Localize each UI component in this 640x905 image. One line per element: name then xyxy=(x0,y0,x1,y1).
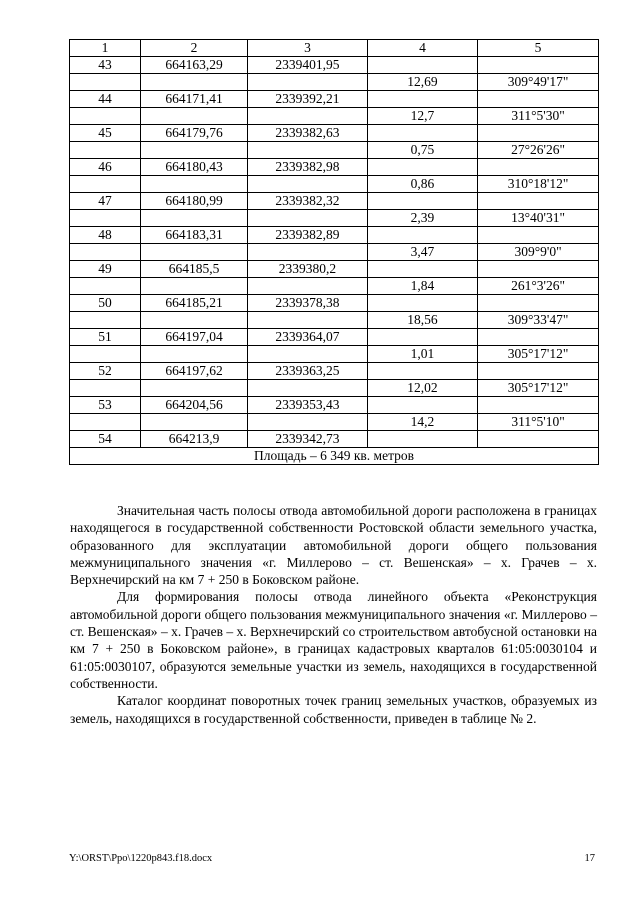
point-number: 49 xyxy=(70,261,141,278)
x-coordinate xyxy=(141,278,248,295)
y-coordinate: 2339378,38 xyxy=(248,295,368,312)
table-row-point xyxy=(70,431,599,448)
table-row-point xyxy=(70,397,599,414)
point-number xyxy=(70,108,141,125)
x-coordinate: 664185,21 xyxy=(141,295,248,312)
table-row-segment xyxy=(70,278,599,295)
angle-cell: 305°17'12" xyxy=(478,380,599,397)
angle-cell xyxy=(478,57,599,74)
table-row-segment xyxy=(70,176,599,193)
point-number xyxy=(70,210,141,227)
table-row-point xyxy=(70,329,599,346)
table-row-point xyxy=(70,91,599,108)
length-cell: 18,56 xyxy=(367,312,477,329)
table-row-segment xyxy=(70,312,599,329)
x-coordinate: 664171,41 xyxy=(141,91,248,108)
point-number: 45 xyxy=(70,125,141,142)
length-cell: 2,39 xyxy=(367,210,477,227)
footer-file-path: Y:\ORST\Рро\1220p843.f18.docx xyxy=(69,853,213,864)
point-number xyxy=(70,244,141,261)
x-coordinate xyxy=(141,414,248,431)
x-coordinate xyxy=(141,108,248,125)
x-coordinate xyxy=(141,312,248,329)
x-coordinate: 664204,56 xyxy=(141,397,248,414)
x-coordinate xyxy=(141,142,248,159)
table-row-point xyxy=(70,227,599,244)
point-number xyxy=(70,74,141,91)
angle-cell: 309°33'47" xyxy=(478,312,599,329)
length-cell: 14,2 xyxy=(367,414,477,431)
x-coordinate xyxy=(141,346,248,363)
footer-page-number: 17 xyxy=(584,853,595,864)
angle-cell: 261°3'26" xyxy=(478,278,599,295)
y-coordinate: 2339353,43 xyxy=(248,397,368,414)
y-coordinate xyxy=(248,244,368,261)
point-number: 48 xyxy=(70,227,141,244)
y-coordinate xyxy=(248,278,368,295)
x-coordinate xyxy=(141,74,248,91)
angle-cell xyxy=(478,397,599,414)
table-row-segment xyxy=(70,414,599,431)
x-coordinate: 664213,9 xyxy=(141,431,248,448)
table-row-segment xyxy=(70,210,599,227)
length-cell: 0,86 xyxy=(367,176,477,193)
header-y: 3 xyxy=(248,40,368,57)
angle-cell xyxy=(478,295,599,312)
y-coordinate: 2339382,89 xyxy=(248,227,368,244)
table-row-segment xyxy=(70,142,599,159)
table-row-point xyxy=(70,193,599,210)
y-coordinate: 2339380,2 xyxy=(248,261,368,278)
angle-cell xyxy=(478,363,599,380)
angle-cell xyxy=(478,261,599,278)
area-total: Площадь – 6 349 кв. метров xyxy=(70,448,599,465)
length-cell: 1,01 xyxy=(367,346,477,363)
length-cell xyxy=(367,261,477,278)
angle-cell: 309°9'0" xyxy=(478,244,599,261)
coordinates-table xyxy=(69,39,599,465)
length-cell xyxy=(367,295,477,312)
y-coordinate xyxy=(248,142,368,159)
point-number: 52 xyxy=(70,363,141,380)
length-cell: 12,02 xyxy=(367,380,477,397)
angle-cell: 305°17'12" xyxy=(478,346,599,363)
angle-cell: 310°18'12" xyxy=(478,176,599,193)
point-number: 54 xyxy=(70,431,141,448)
length-cell: 3,47 xyxy=(367,244,477,261)
length-cell: 12,69 xyxy=(367,74,477,91)
point-number: 53 xyxy=(70,397,141,414)
x-coordinate: 664179,76 xyxy=(141,125,248,142)
point-number xyxy=(70,312,141,329)
y-coordinate: 2339401,95 xyxy=(248,57,368,74)
length-cell xyxy=(367,397,477,414)
x-coordinate: 664197,62 xyxy=(141,363,248,380)
angle-cell xyxy=(478,227,599,244)
table-row-point xyxy=(70,57,599,74)
length-cell xyxy=(367,329,477,346)
length-cell: 0,75 xyxy=(367,142,477,159)
x-coordinate: 664180,43 xyxy=(141,159,248,176)
point-number: 43 xyxy=(70,57,141,74)
point-number xyxy=(70,278,141,295)
y-coordinate: 2339342,73 xyxy=(248,431,368,448)
angle-cell: 13°40'31" xyxy=(478,210,599,227)
point-number: 51 xyxy=(70,329,141,346)
x-coordinate xyxy=(141,244,248,261)
point-number: 50 xyxy=(70,295,141,312)
y-coordinate: 2339364,07 xyxy=(248,329,368,346)
y-coordinate: 2339382,63 xyxy=(248,125,368,142)
y-coordinate xyxy=(248,210,368,227)
angle-cell: 27°26'26" xyxy=(478,142,599,159)
y-coordinate xyxy=(248,176,368,193)
point-number xyxy=(70,142,141,159)
x-coordinate xyxy=(141,176,248,193)
point-number xyxy=(70,176,141,193)
y-coordinate: 2339363,25 xyxy=(248,363,368,380)
header-angle: 5 xyxy=(478,40,599,57)
angle-cell: 311°5'10" xyxy=(478,414,599,431)
y-coordinate xyxy=(248,414,368,431)
angle-cell xyxy=(478,91,599,108)
y-coordinate xyxy=(248,380,368,397)
table-row-point xyxy=(70,363,599,380)
header-length: 4 xyxy=(367,40,477,57)
table-row-point xyxy=(70,159,599,176)
point-number xyxy=(70,380,141,397)
angle-cell: 311°5'30" xyxy=(478,108,599,125)
header-x: 2 xyxy=(141,40,248,57)
table-row-segment xyxy=(70,380,599,397)
header-point-number: 1 xyxy=(70,40,141,57)
angle-cell xyxy=(478,431,599,448)
angle-cell xyxy=(478,193,599,210)
x-coordinate xyxy=(141,210,248,227)
length-cell: 12,7 xyxy=(367,108,477,125)
x-coordinate: 664180,99 xyxy=(141,193,248,210)
paragraph: Для формирования полосы отвода линейного объекта «Реконструкция автомобильной дороги общего пользования межмуниципального значения «г. Миллерово – ст. Вешенская» – х. Грачев – х. Верхнечирский со строительством автобусной остановки на км 7 + 250 в Боковском районе», в границах кадастровых кварталов 61:05:0030104 и 61:05:0030107, образуются земельные участки из земель, находящихся в государственной собственности. xyxy=(70,589,597,691)
x-coordinate: 664163,29 xyxy=(141,57,248,74)
coordinates-table-body xyxy=(70,40,599,465)
table-area-row xyxy=(70,448,599,465)
y-coordinate xyxy=(248,108,368,125)
length-cell: 1,84 xyxy=(367,278,477,295)
table-row-point xyxy=(70,261,599,278)
length-cell xyxy=(367,159,477,176)
length-cell xyxy=(367,363,477,380)
table-row-point xyxy=(70,295,599,312)
length-cell xyxy=(367,431,477,448)
y-coordinate: 2339382,98 xyxy=(248,159,368,176)
y-coordinate xyxy=(248,312,368,329)
paragraph: Каталог координат поворотных точек границ земельных участков, образуемых из земель, находящихся в государственной собственности, приведен в таблице № 2. xyxy=(70,693,597,726)
angle-cell xyxy=(478,329,599,346)
x-coordinate: 664183,31 xyxy=(141,227,248,244)
table-header-row xyxy=(70,40,599,57)
angle-cell: 309°49'17" xyxy=(478,74,599,91)
table-row-segment xyxy=(70,108,599,125)
x-coordinate: 664197,04 xyxy=(141,329,248,346)
paragraph: Значительная часть полосы отвода автомобильной дороги расположена в границах находящегося в государственной собственности Ростовской области земельного участка, образованного для эксплуатации автомобильной дороги общего пользования межмуниципального значения «г. Миллерово – ст. Вешенская» – х. Грачев – х. Верхнечирский на км 7 + 250 в Боковском районе. xyxy=(70,503,597,588)
table-row-segment xyxy=(70,74,599,91)
point-number xyxy=(70,414,141,431)
table-row-segment xyxy=(70,244,599,261)
angle-cell xyxy=(478,159,599,176)
y-coordinate: 2339382,32 xyxy=(248,193,368,210)
length-cell xyxy=(367,91,477,108)
length-cell xyxy=(367,227,477,244)
length-cell xyxy=(367,57,477,74)
angle-cell xyxy=(478,125,599,142)
point-number: 44 xyxy=(70,91,141,108)
y-coordinate xyxy=(248,74,368,91)
x-coordinate xyxy=(141,380,248,397)
table-row-point xyxy=(70,125,599,142)
point-number: 46 xyxy=(70,159,141,176)
point-number: 47 xyxy=(70,193,141,210)
point-number xyxy=(70,346,141,363)
table-row-segment xyxy=(70,346,599,363)
x-coordinate: 664185,5 xyxy=(141,261,248,278)
y-coordinate: 2339392,21 xyxy=(248,91,368,108)
y-coordinate xyxy=(248,346,368,363)
body-text xyxy=(70,502,597,727)
length-cell xyxy=(367,193,477,210)
length-cell xyxy=(367,125,477,142)
